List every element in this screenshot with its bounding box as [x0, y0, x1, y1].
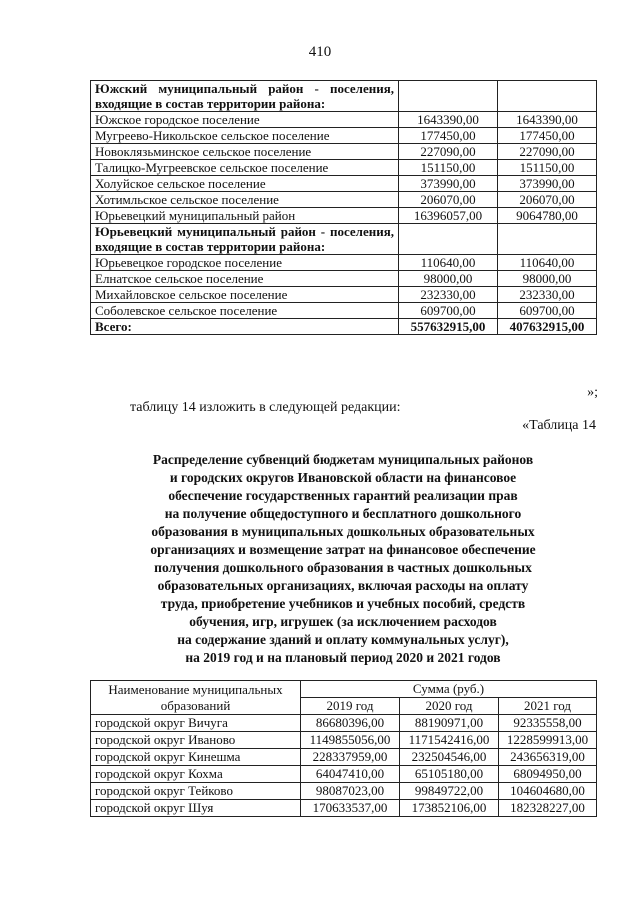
row-value-2020: 609700,00: [498, 303, 597, 319]
title-line: на получение общедоступного и бесплатного дошкольного: [164, 506, 522, 521]
row-value-2020: 227090,00: [498, 144, 597, 160]
row-value-2019: 232330,00: [399, 287, 498, 303]
row-value-2021: 1228599913,00: [499, 732, 597, 749]
header-year-2020: 2020 год: [400, 698, 499, 715]
row-name: Елнатское сельское поселение: [91, 271, 399, 287]
row-value-2019: [399, 81, 498, 112]
row-value-2019: 110640,00: [399, 255, 498, 271]
row-value-2020: 1643390,00: [498, 112, 597, 128]
table-row: [91, 208, 597, 224]
row-name: Юрьевецкое городское поселение: [91, 255, 399, 271]
row-value-2020: 98000,00: [498, 271, 597, 287]
table-row: [91, 224, 597, 255]
row-value-2020: 65105180,00: [400, 766, 499, 783]
row-value-2020: 88190971,00: [400, 715, 499, 732]
table-row: [91, 800, 597, 817]
table-row: [91, 783, 597, 800]
row-value-2020: 1171542416,00: [400, 732, 499, 749]
row-value-2019: 206070,00: [399, 192, 498, 208]
table-row: [91, 176, 597, 192]
row-municipality: городской округ Кинешма: [91, 749, 301, 766]
table-row: [91, 81, 597, 112]
header-municipality: Наименование муниципальных образований: [91, 681, 301, 715]
table-header-row: [91, 681, 597, 698]
table-row: [91, 715, 597, 732]
row-name: Юрьевецкий муниципальный район - поселения, входящие в состав территории района:: [91, 224, 399, 255]
table-title: [90, 451, 596, 667]
row-value-2019: [399, 224, 498, 255]
row-name: Юрьевецкий муниципальный район: [91, 208, 399, 224]
table-row: [91, 766, 597, 783]
title-line: Распределение субвенций бюджетам муниципальных районов: [152, 452, 534, 467]
row-name: Южское городское поселение: [91, 112, 399, 128]
title-line: получения дошкольного образования в частных дошкольных: [154, 560, 532, 575]
row-value-2021: 68094950,00: [499, 766, 597, 783]
row-value-2020: 232330,00: [498, 287, 597, 303]
row-name: Мугреево-Никольское сельское поселение: [91, 128, 399, 144]
table-row: [91, 144, 597, 160]
amendment-instruction: таблицу 14 изложить в следующей редакции:: [130, 400, 401, 415]
table-label: «Таблица 14: [522, 418, 596, 433]
row-value-2019: 16396057,00: [399, 208, 498, 224]
row-value-2019: 86680396,00: [301, 715, 400, 732]
row-name: Всего:: [91, 319, 399, 335]
row-name: Михайловское сельское поселение: [91, 287, 399, 303]
row-value-2021: 92335558,00: [499, 715, 597, 732]
title-line: организациях и возмещение затрат на финансовое обеспечение: [150, 542, 536, 557]
subventions-table-14: [90, 680, 597, 817]
header-year-2019: 2019 год: [301, 698, 400, 715]
title-line: обеспечение государственных гарантий реализации прав: [168, 488, 518, 503]
row-value-2021: 104604680,00: [499, 783, 597, 800]
row-value-2021: 243656319,00: [499, 749, 597, 766]
row-value-2019: 64047410,00: [301, 766, 400, 783]
row-name: Хотимльское сельское поселение: [91, 192, 399, 208]
row-value-2019: 1149855056,00: [301, 732, 400, 749]
title-line: и городских округов Ивановской области на финансовое: [169, 470, 517, 485]
row-municipality: городской округ Кохма: [91, 766, 301, 783]
row-name: Южский муниципальный район - поселения, входящие в состав территории района:: [91, 81, 399, 112]
row-municipality: городской округ Шуя: [91, 800, 301, 817]
table-row: [91, 271, 597, 287]
row-value-2020: 373990,00: [498, 176, 597, 192]
table-row: [91, 319, 597, 335]
page-number: 410: [308, 44, 332, 60]
row-value-2019: 227090,00: [399, 144, 498, 160]
subventions-table-continued: [90, 80, 597, 335]
row-value-2019: 151150,00: [399, 160, 498, 176]
row-value-2019: 177450,00: [399, 128, 498, 144]
row-name: Новоклязьминское сельское поселение: [91, 144, 399, 160]
title-line: обучения, игр, игрушек (за исключением расходов: [189, 614, 497, 629]
table-row: [91, 192, 597, 208]
row-value-2019: 98087023,00: [301, 783, 400, 800]
table-row: [91, 128, 597, 144]
row-value-2019: 373990,00: [399, 176, 498, 192]
closing-quote-mark: »;: [587, 385, 598, 400]
row-value-2019: 609700,00: [399, 303, 498, 319]
table-row: [91, 255, 597, 271]
table-row: [91, 112, 597, 128]
row-value-2019: 98000,00: [399, 271, 498, 287]
row-value-2020: 173852106,00: [400, 800, 499, 817]
row-value-2020: 151150,00: [498, 160, 597, 176]
title-line: образования в муниципальных дошкольных образовательных: [151, 524, 535, 539]
row-value-2020: 232504546,00: [400, 749, 499, 766]
row-value-2019: 170633537,00: [301, 800, 400, 817]
row-name: Холуйское сельское поселение: [91, 176, 399, 192]
row-value-2020: 9064780,00: [498, 208, 597, 224]
row-value-2020: 177450,00: [498, 128, 597, 144]
row-municipality: городской округ Иваново: [91, 732, 301, 749]
row-name: Соболевское сельское поселение: [91, 303, 399, 319]
table-row: [91, 160, 597, 176]
row-value-2020: 110640,00: [498, 255, 597, 271]
title-line: труда, приобретение учебников и учебных пособий, средств: [160, 596, 526, 611]
row-value-2019: 228337959,00: [301, 749, 400, 766]
title-line: на содержание зданий и оплату коммунальных услуг),: [177, 632, 509, 647]
table-row: [91, 303, 597, 319]
row-value-2021: 182328227,00: [499, 800, 597, 817]
row-value-2019: 1643390,00: [399, 112, 498, 128]
row-municipality: городской округ Тейково: [91, 783, 301, 800]
header-year-2021: 2021 год: [499, 698, 597, 715]
header-sum: Сумма (руб.): [301, 681, 597, 698]
row-municipality: городской округ Вичуга: [91, 715, 301, 732]
row-value-2020: 407632915,00: [498, 319, 597, 335]
row-value-2020: 206070,00: [498, 192, 597, 208]
row-value-2020: [498, 81, 597, 112]
table-row: [91, 287, 597, 303]
title-line: на 2019 год и на плановый период 2020 и 2021 годов: [185, 650, 501, 665]
row-value-2020: 99849722,00: [400, 783, 499, 800]
row-value-2019: 557632915,00: [399, 319, 498, 335]
table-row: [91, 749, 597, 766]
row-value-2020: [498, 224, 597, 255]
row-name: Талицко-Мугреевское сельское поселение: [91, 160, 399, 176]
table-row: [91, 732, 597, 749]
title-line: образовательных организациях, включая расходы на оплату: [157, 578, 529, 593]
